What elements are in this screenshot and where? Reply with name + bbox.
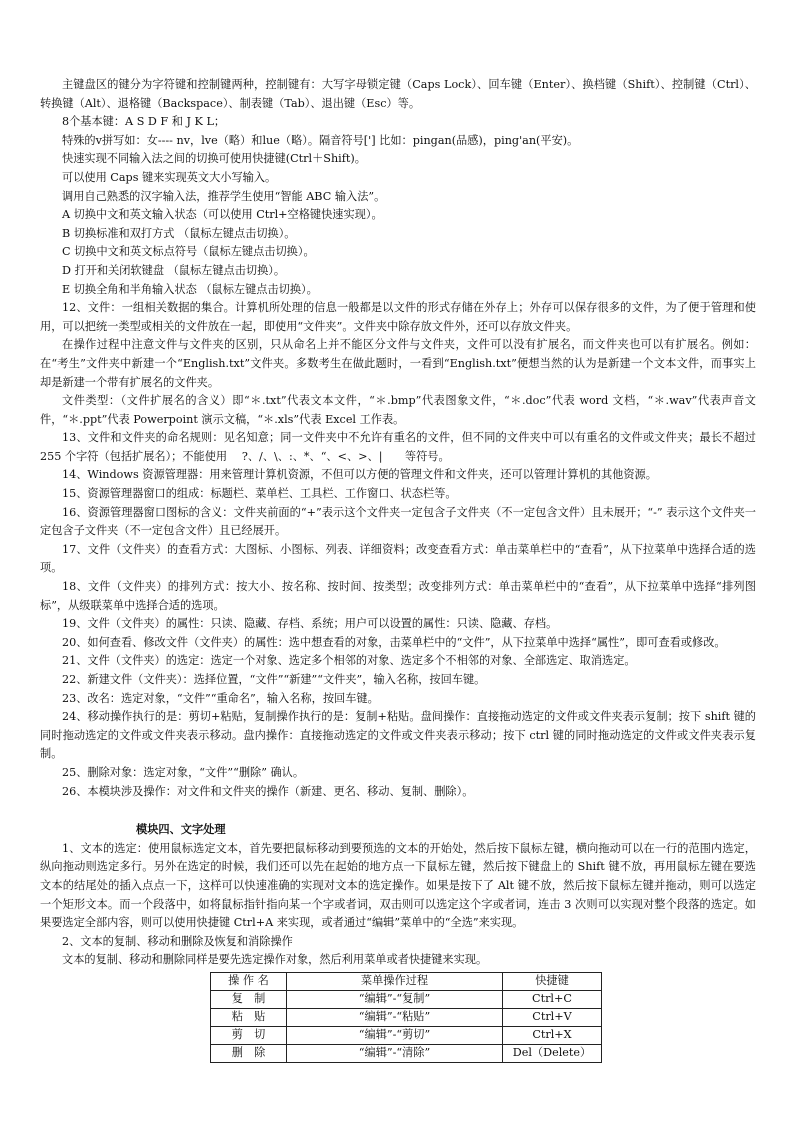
paragraph: 文件类型：（文件扩展名的含义）即“＊.txt”代表文本文件，“＊.bmp”代表图象文件，“＊.doc”代表 word 文档，“＊.wav”代表声音文件，“＊.ppt”代表 Powerpoint 演示文稿，“＊.xls”代表 Excel 工作表。 [40, 394, 756, 426]
paragraph: 26、本模块涉及操作：对文件和文件夹的操作（新建、更名、移动、复制、删除）。 [62, 784, 474, 798]
paragraph: 18、文件（文件夹）的排列方式：按大小、按名称、按时间、按类型；改变排列方式：单击菜单栏中的“查看”，从下拉菜单中选择“排列图标”，从级联菜单中选择合适的选项。 [40, 580, 756, 612]
paragraph: E 切换全角和半角输入状态 （鼠标左键点击切换）。 [62, 282, 318, 296]
paragraph: B 切换标准和双打方式 （鼠标左键点击切换）。 [62, 226, 296, 240]
document-page [40, 76, 756, 1063]
paragraph: 主键盘区的键分为字符键和控制键两种，控制键有：大写字母锁定键（Caps Lock）、回车键（Enter）、换档键（Shift）、控制键（Ctrl）、转换键（Alt）、退格键（Backspace）、制表键（Tab）、退出键（Esc）等。 [40, 78, 756, 110]
paragraph: 1、文本的选定：使用鼠标选定文本，首先要把鼠标移动到要预选的文本的开始处，然后按下鼠标左键，横向拖动可以在一行的范围内选定，纵向拖动则选定多行。另外在选定的时候，我们还可以先在起始的地方点一下鼠标左键，然后按下键盘上的 Shift 键不放，再用鼠标左键在要选文本的结尾处的插入点点一下，这样可以快速准确的实现对文本的选定操作。如果是按下了 Alt 键不放，然后按下鼠标左键并拖动，则可以选定一个矩形文本。而一个段落中，如将鼠标指针指向某一个字或者词，双击则可以选定这个字或者词，连击 3 次则可以实现对整个段落的选定。如果要选定全部内容，则可以使用快捷键 Ctrl+A 来实现，或者通过“编辑”菜单中的“全选”来实现。 [40, 841, 756, 930]
paragraph: 14、Windows 资源管理器：用来管理计算机资源，不但可以方便的管理文件和文件夹，还可以管理计算机的其他资源。 [62, 468, 657, 482]
paragraph: 快速实现不同输入法之间的切换可使用快捷键(Ctrl＋Shift)。 [62, 152, 366, 166]
table-cell: “编辑”-“清除” [287, 1044, 503, 1062]
table-cell: “编辑”-“复制” [287, 990, 503, 1008]
paragraph: C 切换中文和英文标点符号（鼠标左键点击切换）。 [62, 245, 315, 259]
table-row [211, 1044, 602, 1062]
text-operations-table [210, 972, 602, 1063]
table-cell: 粘 贴 [211, 1008, 287, 1026]
paragraph: 20、如何查看、修改文件（文件夹）的属性：选中想查看的对象，击菜单栏中的“文件”，从下拉菜单中选择“属性”，即可查看或修改。 [62, 635, 726, 649]
table-row [211, 1008, 602, 1026]
table-row [211, 990, 602, 1008]
paragraph: 在操作过程中注意文件与文件夹的区别，只从命名上并不能区分文件与文件夹，文件可以没有扩展名，而文件夹也可以有扩展名。例如：在“考生”文件夹中新建一个“English.txt”文件夹。多数考生在做此题时，一看到“English.txt”便想当然的认为是新建一个文本文件，而事实上却是新建一个带有扩展名的文件夹。 [40, 338, 756, 389]
paragraph: 24、移动操作执行的是：剪切+粘贴，复制操作执行的是：复制+粘贴。盘间操作：直接拖动选定的文件或文件夹表示复制；按下 shift 键的同时拖动选定的文件或文件夹表示移动。盘内操作：直接拖动选定的文件或文件夹表示移动；按下 ctrl 键的同时拖动选定的文件或文件夹表示复制。 [40, 710, 756, 761]
paragraph: 可以使用 Caps 键来实现英文大小写输入。 [62, 170, 277, 184]
paragraph: 15、资源管理器窗口的组成：标题栏、菜单栏、工具栏、工作窗口、状态栏等。 [62, 487, 457, 501]
section-heading: 模块四、文字处理 [136, 822, 226, 837]
table-header-row [211, 972, 602, 990]
paragraph: 8个基本键：A S D F 和 J K L； [62, 115, 226, 129]
table-header-cell: 菜单操作过程 [287, 972, 503, 990]
paragraph: 文本的复制、移动和删除同样是要先选定操作对象，然后利用菜单或者快捷键来实现。 [62, 953, 488, 967]
paragraph: 25、删除对象：选定对象，“文件”“删除” 确认。 [62, 765, 305, 779]
table-cell: 删 除 [211, 1044, 287, 1062]
paragraph: 16、资源管理器窗口图标的含义：文件夹前面的“+”表示这个文件夹一定包含子文件夹（不一定包含文件）且未展开；“-” 表示这个文件夹一定包含子文件夹（不一定包含文件）且已经展开。 [40, 505, 756, 538]
paragraph: 21、文件（文件夹）的选定：选定一个对象、选定多个相邻的对象、选定多个不相邻的对象、全部选定、取消选定。 [62, 654, 636, 668]
module-four-body [40, 840, 756, 970]
module-three-body [40, 76, 756, 801]
table-header-cell: 快捷键 [503, 972, 602, 990]
paragraph: 17、文件（文件夹）的查看方式：大图标、小图标、列表、详细资料；改变查看方式：单击菜单栏中的“查看”，从下拉菜单中选择合适的选项。 [40, 542, 756, 575]
paragraph: 13、文件和文件夹的命名规则：见名知意；同一文件夹中不允许有重名的文件，但不同的文件夹中可以有重名的文件或文件夹；最长不超过 255 个字符（包括扩展名）；不能使用 ?、/、\、:、*、“、<、>、| 等符号。 [40, 431, 756, 463]
table-cell: 剪 切 [211, 1026, 287, 1044]
paragraph: 2、文本的复制、移动和删除及恢复和消除操作 [62, 934, 293, 948]
table-cell: Ctrl+V [503, 1008, 602, 1026]
paragraph: 19、文件（文件夹）的属性：只读、隐藏、存档、系统；用户可以设置的属性：只读、隐藏、存档。 [62, 617, 558, 631]
table-cell: Del（Delete） [503, 1044, 602, 1062]
table-cell: 复 制 [211, 990, 287, 1008]
paragraph: 22、新建文件（文件夹）：选择位置，“文件”“新建”“文件夹”，输入名称，按回车键。 [62, 673, 486, 686]
table-header-cell: 操 作 名 [211, 972, 287, 990]
table-row [211, 1026, 602, 1044]
table-cell: Ctrl+X [503, 1026, 602, 1044]
table-cell: “编辑”-“粘贴” [287, 1008, 503, 1026]
paragraph: A 切换中文和英文输入状态（可以使用 Ctrl+空格键快速实现）。 [62, 208, 383, 222]
table-cell: “编辑”-“剪切” [287, 1026, 503, 1044]
table-cell: Ctrl+C [503, 990, 602, 1008]
paragraph: D 打开和关闭软键盘 （鼠标左键点击切换）。 [62, 263, 286, 277]
paragraph: 12、文件：一组相关数据的集合。计算机所处理的信息一般都是以文件的形式存储在外存上；外存可以保存很多的文件，为了便于管理和使用，可以把统一类型或相关的文件放在一起，即使用“文件夹”。文件夹中除存放文件外，还可以存放文件夹。 [40, 301, 756, 333]
paragraph: 特殊的v拼写如：女---- nv，lve（略）和lue（略）。隔音符号['] 比如：pingan(品感)，ping'an(平安)。 [62, 133, 579, 147]
paragraph: 23、改名：选定对象，“文件”“重命名”，输入名称，按回车键。 [62, 691, 379, 705]
paragraph: 调用自己熟悉的汉字输入法，推荐学生使用“智能 ABC 输入法”。 [62, 189, 386, 203]
